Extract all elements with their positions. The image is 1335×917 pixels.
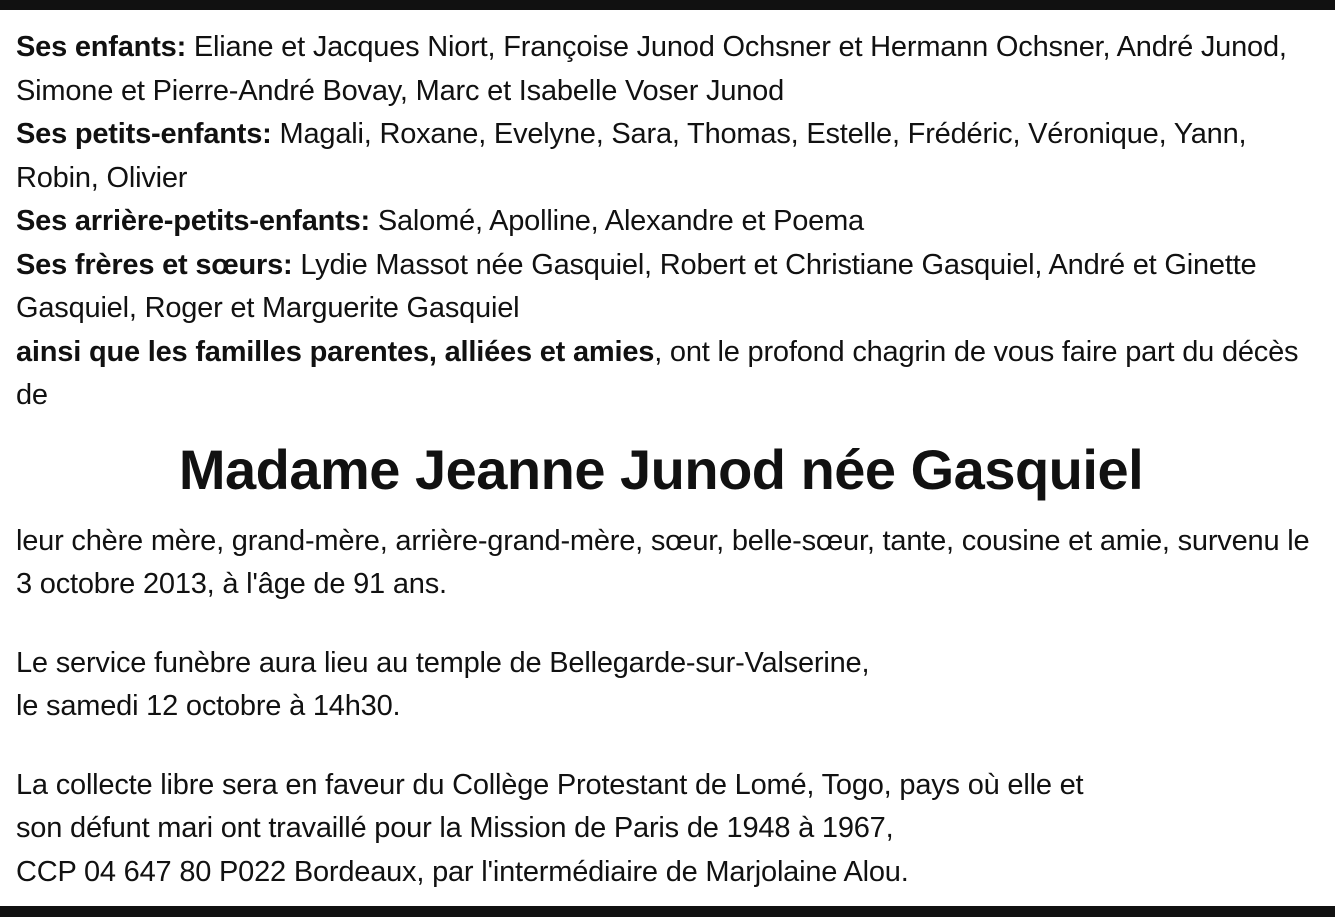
family-names: Salomé, Apolline, Alexandre et Poema — [370, 205, 864, 237]
family-grandchildren — [16, 113, 1326, 200]
spacer — [16, 729, 1326, 764]
family-names: Lydie Massot née Gasquiel, Robert et Christiane Gasquiel, André et Ginette Gasquiel, Roger et Marguerite Gasquiel — [16, 248, 1257, 324]
family-label: Ses enfants: — [16, 31, 187, 63]
collection-line: CCP 04 647 80 P022 Bordeaux, par l'intermédiaire de Marjolaine Alou. — [16, 855, 909, 888]
family-label: Ses frères et sœurs: — [16, 248, 293, 281]
family-label: Ses petits-enfants: — [16, 118, 272, 150]
family-label: Ses arrière-petits-enfants: — [16, 205, 370, 237]
closing-statement — [16, 331, 1326, 418]
family-names: Magali, Roxane, Evelyne, Sara, Thomas, Estelle, Frédéric, Véronique, Yann, Robin, Olivier — [16, 118, 1247, 194]
family-children — [16, 26, 1326, 113]
relation-text: leur chère mère, grand-mère, arrière-grand-mère, sœur, belle-sœur, tante, cousine et amie, survenu le 3 octobre 2013, à l'âge de 91 ans. — [16, 524, 1310, 600]
service-line: Le service funèbre aura lieu au temple de Bellegarde-sur-Valserine, — [16, 646, 870, 679]
collection-line: son défunt mari ont travaillé pour la Mission de Paris de 1948 à 1967, — [16, 812, 894, 844]
collection-line: La collecte libre sera en faveur du Collège Protestant de Lomé, Togo, pays où elle et — [16, 768, 1084, 801]
spacer — [16, 607, 1326, 642]
obituary-notice — [16, 26, 1326, 894]
top-border-rule — [0, 0, 1335, 10]
closing-text: , ont le profond chagrin de vous faire part du décès de — [16, 335, 1299, 411]
closing-label: ainsi que les familles parentes, alliées et amies — [16, 335, 655, 368]
service-line: le samedi 12 octobre à 14h30. — [16, 690, 401, 722]
family-names: Eliane et Jacques Niort, Françoise Junod Ochsner et Hermann Ochsner, André Junod, Simone et Pierre-André Bovay, Marc et Isabelle Voser Junod — [16, 31, 1287, 107]
bottom-border-rule — [0, 906, 1335, 917]
family-siblings — [16, 244, 1326, 331]
family-great-grandchildren — [16, 200, 1326, 244]
deceased-name: Madame Jeanne Junod née Gasquiel — [178, 437, 1144, 501]
